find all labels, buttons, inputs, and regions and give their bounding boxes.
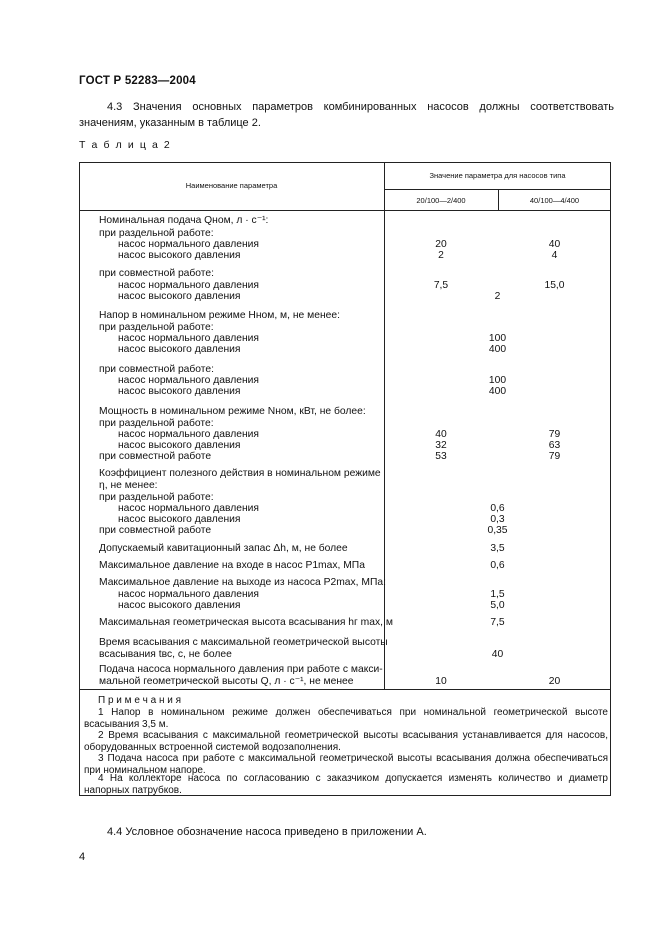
value-merged: 400 <box>488 386 507 397</box>
value-type-1: 20 <box>435 239 447 250</box>
value-type-1: 7,5 <box>433 280 449 291</box>
row-label: насос нормального давления <box>118 589 259 600</box>
row-label: насос высокого давления <box>118 440 241 451</box>
value-merged: 100 <box>488 375 507 386</box>
header-value-group: Значение параметра для насосов типа <box>429 171 566 180</box>
row-label: мальной геометрической высоты Q, л · с⁻¹, не менее <box>99 676 354 687</box>
row-label: насос нормального давления <box>118 375 259 386</box>
row-label: при совместной работе <box>99 525 212 536</box>
note-3: 3 Подача насоса при работе с максимальной геометрической высоты всасывания должна обеспечиваться при номинальном напоре. <box>84 753 608 776</box>
value-type-2: 20 <box>548 676 561 687</box>
row-label: при совместной работе: <box>99 364 214 375</box>
value-type-1: 32 <box>435 440 447 451</box>
row-label: насос высокого давления <box>118 386 241 397</box>
row-label: насос высокого давления <box>118 514 241 525</box>
row-label: Номинальная подача Qном, л · с⁻¹: <box>99 215 269 226</box>
table-caption: Т а б л и ц а 2 <box>79 139 172 151</box>
value-type-2: 4 <box>551 250 558 261</box>
row-label: насос нормального давления <box>118 280 259 291</box>
value-type-2: 79 <box>548 429 561 440</box>
note-4: 4 На коллекторе насоса по согласованию с заказчиком допускается изменять количество и диаметр напорных патрубков. <box>84 773 608 796</box>
value-type-1: 53 <box>435 451 447 462</box>
value-type-2: 79 <box>548 451 561 462</box>
header-type-1: 20/100—2/400 <box>416 196 466 205</box>
row-label: Время всасывания с максимальной геометрической высоты <box>99 637 388 648</box>
closing-paragraph: 4.4 Условное обозначение насоса приведено в приложении А. <box>107 826 427 838</box>
row-label: Мощность в номинальном режиме Nном, кВт, не более: <box>99 406 366 417</box>
row-label: Напор в номинальном режиме Hном, м, не менее: <box>99 310 340 321</box>
value-merged: 5,0 <box>490 600 505 611</box>
value-type-2: 63 <box>548 440 561 451</box>
value-merged: 3,5 <box>490 543 505 554</box>
header-parameter-name: Наименование параметра <box>185 181 278 190</box>
note-2: 2 Время всасывания с максимальной геометрической высоты всасывания устанавливается для насосов, оборудованных встроенной системой водозаполнения. <box>84 730 608 753</box>
note-1: 1 Напор в номинальном режиме должен обеспечиваться при номинальной геометрической высоте всасывания 3,5 м. <box>84 707 608 730</box>
value-type-1: 2 <box>438 250 444 261</box>
row-label: при раздельной работе: <box>99 418 214 429</box>
row-label: η, не менее: <box>99 480 158 491</box>
row-label: при раздельной работе: <box>99 228 214 239</box>
intro-paragraph: 4.3 Значения основных параметров комбинированных насосов должны соответствовать значениям, указанным в таблице 2. <box>79 101 614 129</box>
row-label: насос нормального давления <box>118 503 259 514</box>
row-label: Коэффициент полезного действия в номинальном режиме <box>99 468 381 479</box>
row-label: всасывания tвс, с, не более <box>99 649 232 660</box>
value-type-2: 15,0 <box>544 280 565 291</box>
notes-separator-rule <box>79 689 611 690</box>
value-merged: 100 <box>488 333 507 344</box>
value-type-1: 40 <box>435 429 447 440</box>
document-header: ГОСТ Р 52283—2004 <box>79 75 196 87</box>
row-label: Максимальное давление на входе в насос P1max, МПа <box>99 560 365 571</box>
value-merged: 400 <box>488 344 507 355</box>
row-label: при раздельной работе: <box>99 492 214 503</box>
value-merged: 0,3 <box>490 514 505 525</box>
row-label: насос нормального давления <box>118 239 259 250</box>
row-label: при совместной работе <box>99 451 212 462</box>
value-merged: 7,5 <box>490 617 505 628</box>
row-label: насос высокого давления <box>118 344 241 355</box>
row-label: Максимальное давление на выходе из насоса P2max, МПа: <box>99 577 386 588</box>
row-label: Максимальная геометрическая высота всасывания hг max, м <box>99 617 393 628</box>
header-type-2: 40/100—4/400 <box>529 196 580 205</box>
row-label: Подача насоса нормального давления при работе с макси- <box>99 664 383 675</box>
row-label: насос высокого давления <box>118 250 241 261</box>
value-merged: 0,6 <box>490 560 505 571</box>
value-merged: 0,6 <box>490 503 505 514</box>
value-merged: 2 <box>494 291 501 302</box>
row-label: насос нормального давления <box>118 429 259 440</box>
value-merged: 0,35 <box>487 525 508 536</box>
page-number: 4 <box>79 851 86 863</box>
row-label: насос высокого давления <box>118 291 241 302</box>
header-bottom-rule <box>79 210 611 211</box>
value-merged: 1,5 <box>490 589 505 600</box>
row-label: насос нормального давления <box>118 333 259 344</box>
value-type-1: 10 <box>435 676 447 687</box>
value-type-2: 40 <box>548 239 561 250</box>
row-label: Допускаемый кавитационный запас Δh, м, не более <box>99 543 348 554</box>
notes-title: П р и м е ч а н и я <box>98 695 182 706</box>
row-label: при совместной работе: <box>99 268 214 279</box>
row-label: при раздельной работе: <box>99 322 214 333</box>
row-label: насос высокого давления <box>118 600 241 611</box>
value-merged: 40 <box>491 649 504 660</box>
